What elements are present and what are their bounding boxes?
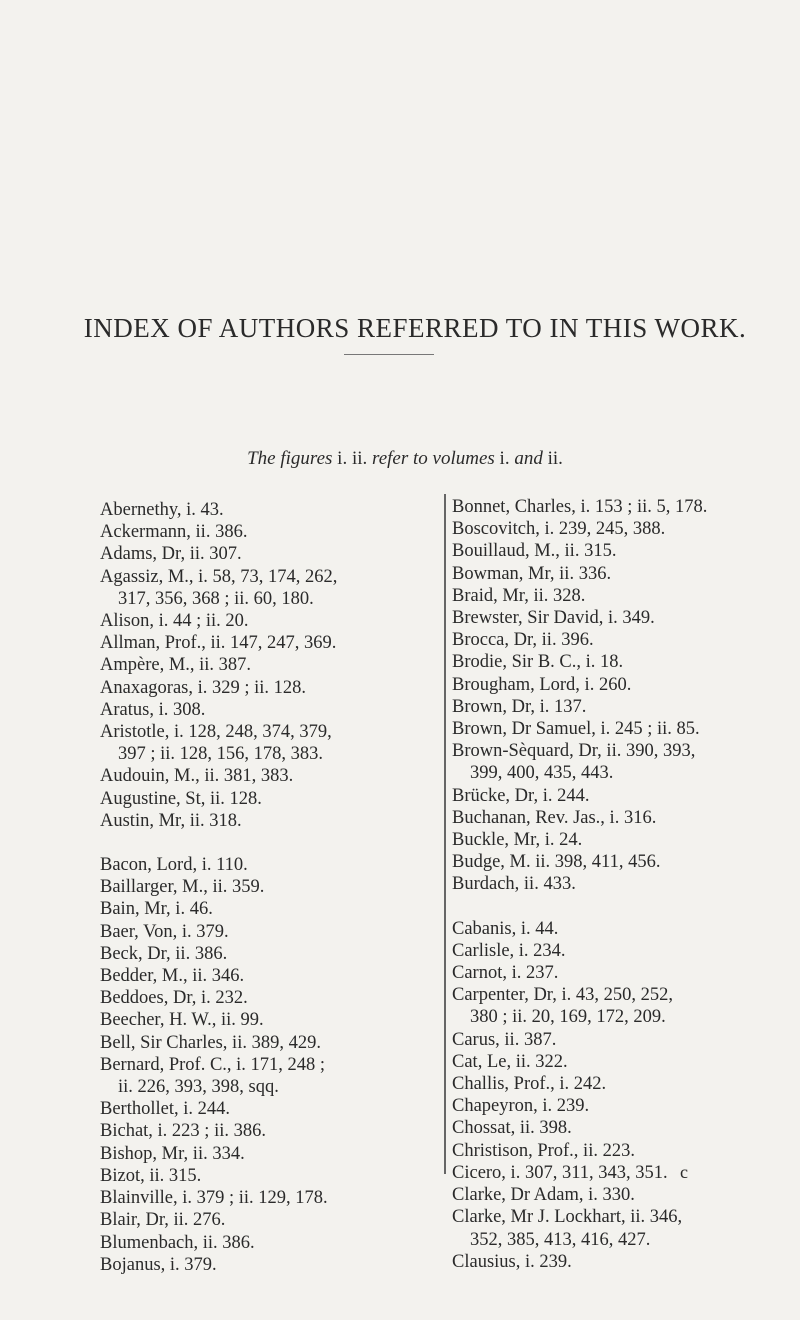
entry-line: Anaxagoras, i. 329 ; ii. 128. [100,677,307,698]
index-entry [100,1009,420,1031]
entry-line: Baer, Von, i. 379. [100,921,229,942]
index-entry [452,740,792,784]
entry-line: Beck, Dr, ii. 386. [100,943,228,964]
entry-line: Aristotle, i. 128, 248, 374, 379, [100,722,332,743]
entry-line: Baillarger, M., ii. 359. [100,877,265,898]
entry-line: Challis, Prof., i. 242. [452,1074,607,1095]
index-entry [452,1095,792,1117]
entry-line: Bernard, Prof. C., i. 171, 248 ; [100,1054,326,1075]
entry-line: Clausius, i. 239. [452,1251,572,1272]
index-entry [452,1140,792,1162]
index-entry [452,607,792,629]
entry-line: Brown, Dr Samuel, i. 245 ; ii. 85. [452,719,700,740]
index-entry [100,921,420,943]
subtitle [0,448,800,470]
entry-line: Audouin, M., ii. 381, 383. [100,766,294,787]
index-entry [100,854,420,876]
index-entry [100,677,420,699]
index-entry [452,1184,792,1206]
index-entry [452,1117,792,1139]
entry-line: Brücke, Dr, i. 244. [452,785,590,806]
entry-line: Bishop, Mr, ii. 334. [100,1143,245,1164]
letter-group [100,499,420,832]
page-title: INDEX OF AUTHORS REFERRED TO IN THIS WORK. [83,313,747,343]
index-entry [452,540,792,562]
entry-line: Allman, Prof., ii. 147, 247, 369. [100,633,337,654]
index-entry [452,696,792,718]
index-entry [100,1209,420,1231]
index-entry [100,1165,420,1187]
subtitle-volumes-ref: i. ii. [337,448,368,469]
entry-line: Ampère, M., ii. 387. [100,655,252,676]
entry-continuation: ii. 226, 393, 398, sqq. [118,1077,279,1098]
letter-group [452,496,792,896]
index-entry [452,984,792,1028]
index-entry [100,1254,420,1276]
entry-continuation: 352, 385, 413, 416, 427. [470,1229,651,1250]
index-entry [452,807,792,829]
entry-line: Cat, Le, ii. 322. [452,1051,568,1072]
entry-line: Burdach, ii. 433. [452,874,576,895]
entry-line: Brown-Sèquard, Dr, ii. 390, 393, [452,741,696,762]
index-entry [452,851,792,873]
index-entry [100,632,420,654]
letter-group [452,918,792,1273]
subtitle-volume-one: i. [499,448,510,469]
entry-line: Bizot, ii. 315. [100,1165,202,1186]
entry-line: Brewster, Sir David, i. 349. [452,608,655,629]
index-entry [452,1029,792,1051]
entry-line: Blumenbach, ii. 386. [100,1232,255,1253]
entry-line: Bacon, Lord, i. 110. [100,855,248,876]
entry-line: Budge, M. ii. 398, 411, 456. [452,852,661,873]
index-entry [100,876,420,898]
index-entry [100,1032,420,1054]
index-entry [452,1251,792,1273]
entry-line: Brougham, Lord, i. 260. [452,674,632,695]
index-column-left [100,499,420,1276]
index-entry [100,987,420,1009]
entry-line: Augustine, St, ii. 128. [100,788,262,809]
entry-line: Bowman, Mr, ii. 336. [452,563,612,584]
entry-line: Beecher, H. W., ii. 99. [100,1010,264,1031]
entry-line: Braid, Mr, ii. 328. [452,585,586,606]
entry-continuation: 397 ; ii. 128, 156, 178, 383. [118,744,324,765]
index-entry [100,521,420,543]
index-entry [100,1187,420,1209]
index-entry [452,563,792,585]
index-entry [452,518,792,540]
subtitle-and: and [514,448,543,469]
entry-line: Carpenter, Dr, i. 43, 250, 252, [452,985,673,1006]
entry-line: Adams, Dr, ii. 307. [100,544,242,565]
entry-line: Buckle, Mr, i. 24. [452,830,583,851]
index-entry [100,1098,420,1120]
index-entry [100,965,420,987]
entry-line: Christison, Prof., ii. 223. [452,1140,635,1161]
index-entry [100,499,420,521]
entry-line: Ackermann, ii. 386. [100,522,248,543]
index-entry [100,898,420,920]
index-entry [100,610,420,632]
entry-line: Austin, Mr, ii. 318. [100,810,242,831]
entry-line: Bojanus, i. 379. [100,1254,217,1275]
entry-line: Bichat, i. 223 ; ii. 386. [100,1121,266,1142]
entry-line: Cabanis, i. 44. [452,918,559,939]
index-entry [100,566,420,610]
entry-continuation: 317, 356, 368 ; ii. 60, 180. [118,588,314,609]
entry-line: Clarke, Mr J. Lockhart, ii. 346, [452,1207,683,1228]
entry-line: Chossat, ii. 398. [452,1118,572,1139]
index-entry [452,1206,792,1250]
entry-line: Carus, ii. 387. [452,1029,557,1050]
index-entry [452,674,792,696]
index-entry [100,810,420,832]
index-entry [452,1162,792,1184]
subtitle-volume-two: ii. [547,448,563,469]
entry-line: Clarke, Dr Adam, i. 330. [452,1185,635,1206]
index-entry [100,543,420,565]
entry-line: Blair, Dr, ii. 276. [100,1210,226,1231]
entry-line: Abernethy, i. 43. [100,500,224,520]
entry-continuation: 380 ; ii. 20, 169, 172, 209. [470,1007,666,1028]
index-entry [452,962,792,984]
entry-line: Aratus, i. 308. [100,699,206,720]
index-entry [100,654,420,676]
entry-line: Blainville, i. 379 ; ii. 129, 178. [100,1188,328,1209]
entry-line: Cicero, i. 307, 311, 343, 351. [452,1162,668,1183]
index-entry [100,943,420,965]
signature-mark: c [680,1162,688,1182]
index-entry [100,721,420,765]
index-entry [100,788,420,810]
entry-line: Berthollet, i. 244. [100,1099,230,1120]
index-entry [452,918,792,940]
entry-line: Brodie, Sir B. C., i. 18. [452,652,624,673]
index-entry [100,1120,420,1142]
entry-line: Bonnet, Charles, i. 153 ; ii. 5, 178. [452,497,708,517]
index-entry [452,785,792,807]
index-entry [452,940,792,962]
index-entry [100,1143,420,1165]
entry-line: Carnot, i. 237. [452,963,559,984]
index-entry [452,651,792,673]
column-divider [444,494,446,1174]
entry-line: Chapeyron, i. 239. [452,1096,590,1117]
entry-continuation: 399, 400, 435, 443. [470,763,614,784]
title-rule [344,354,434,355]
index-entry [452,873,792,895]
index-entry [452,1073,792,1095]
letter-group [100,854,420,1276]
entry-line: Agassiz, M., i. 58, 73, 174, 262, [100,566,338,587]
entry-line: Bedder, M., ii. 346. [100,966,245,987]
index-entry [452,629,792,651]
entry-line: Boscovitch, i. 239, 245, 388. [452,519,666,540]
entry-line: Brown, Dr, i. 137. [452,696,587,717]
index-entry [452,829,792,851]
index-entry [452,1051,792,1073]
entry-line: Brocca, Dr, ii. 396. [452,630,594,651]
entry-line: Beddoes, Dr, i. 232. [100,988,248,1009]
subtitle-italic: The figures [247,448,333,469]
subtitle-refer: refer to volumes [372,448,495,469]
index-entry [452,585,792,607]
entry-line: Alison, i. 44 ; ii. 20. [100,611,249,632]
entry-line: Buchanan, Rev. Jas., i. 316. [452,807,657,828]
index-entry [100,1054,420,1098]
index-column-right [452,496,792,1273]
index-entry [100,765,420,787]
index-entry [452,496,792,518]
index-entry [452,718,792,740]
entry-line: Bell, Sir Charles, ii. 389, 429. [100,1032,321,1053]
index-entry [100,1232,420,1254]
index-entry [100,699,420,721]
entry-line: Bouillaud, M., ii. 315. [452,541,617,562]
entry-line: Carlisle, i. 234. [452,940,566,961]
entry-line: Bain, Mr, i. 46. [100,899,213,920]
